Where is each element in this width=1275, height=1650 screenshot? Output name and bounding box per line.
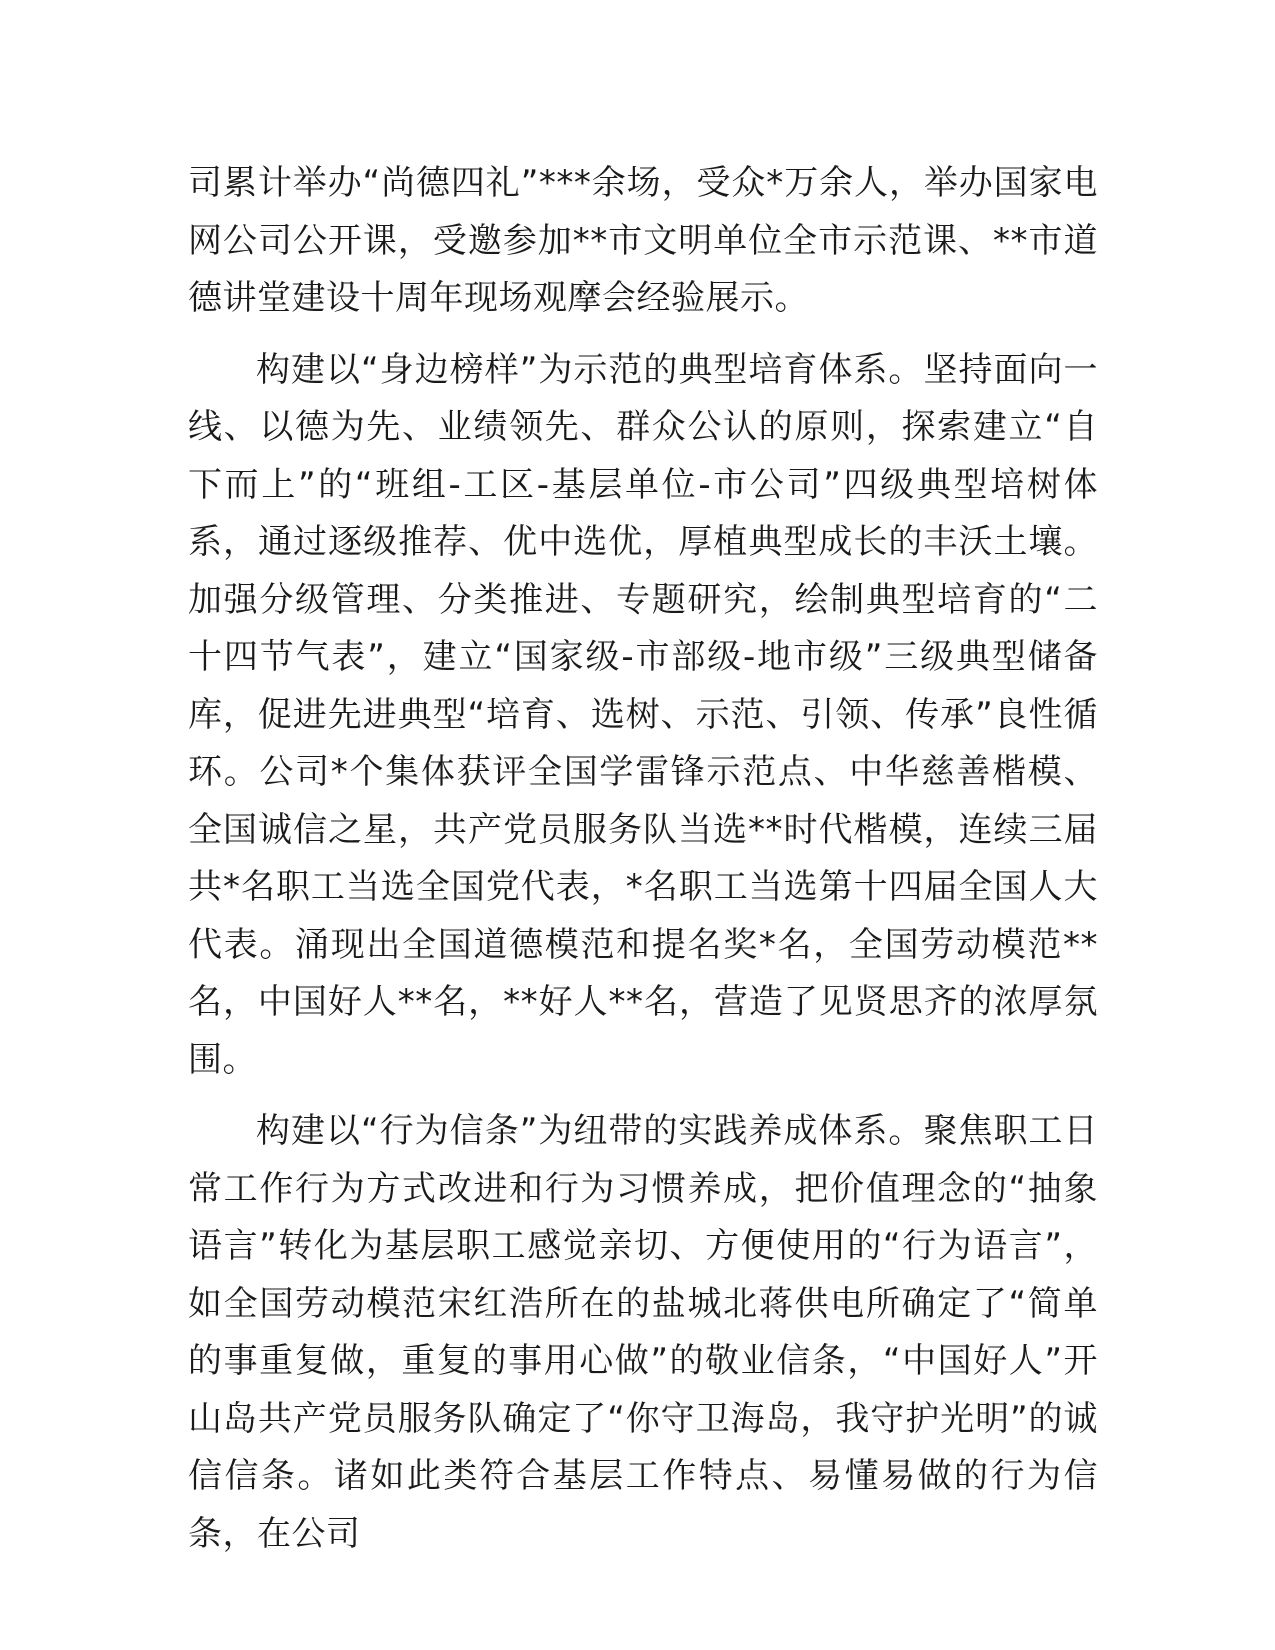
- paragraph-typical-cultivation-system: 构建以“身边榜样”为示范的典型培育体系。坚持面向一线、以德为先、业绩领先、群众公认的原则，探索建立“自下而上”的“班组-工区-基层单位-市公司”四级典型培树体系，通过逐级推荐、优中选优，厚植典型成长的丰沃土壤。加强分级管理、分类推进、专题研究，绘制典型培育的“二十四节气表”，建立“国家级-市部级-地市级”三级典型储备库，促进先进典型“培育、选树、示范、引领、传承”良性循环。公司*个集体获评全国学雷锋示范点、中华慈善楷模、全国诚信之星，共产党员服务队当选**时代楷模，连续三届共*名职工当选全国党代表，*名职工当选第十四届全国人大代表。涌现出全国道德模范和提名奖*名，全国劳动模范**名，中国好人**名，**好人**名，营造了见贤思齐的浓厚氛围。: [188, 349, 1098, 1080]
- paragraph-behavior-creed-system: 构建以“行为信条”为纽带的实践养成体系。聚焦职工日常工作行为方式改进和行为习惯养成，把价值理念的“抽象语言”转化为基层职工感觉亲切、方便使用的“行为语言”，如全国劳动模范宋红浩所在的盐城北蒋供电所确定了“简单的事重复做，重复的事用心做”的敬业信条，“中国好人”开山岛共产党员服务队确定了“你守卫海岛，我守护光明”的诚信信条。诸如此类符合基层工作特点、易懂易做的行为信条，在公司: [188, 1111, 1098, 1554]
- paragraph-continued: 司累计举办“尚德四礼”***余场，受众*万余人，举办国家电网公司公开课，受邀参加**市文明单位全市示范课、**市道德讲堂建设十周年现场观摩会经验展示。: [188, 163, 1098, 318]
- document-body: [188, 155, 1098, 1577]
